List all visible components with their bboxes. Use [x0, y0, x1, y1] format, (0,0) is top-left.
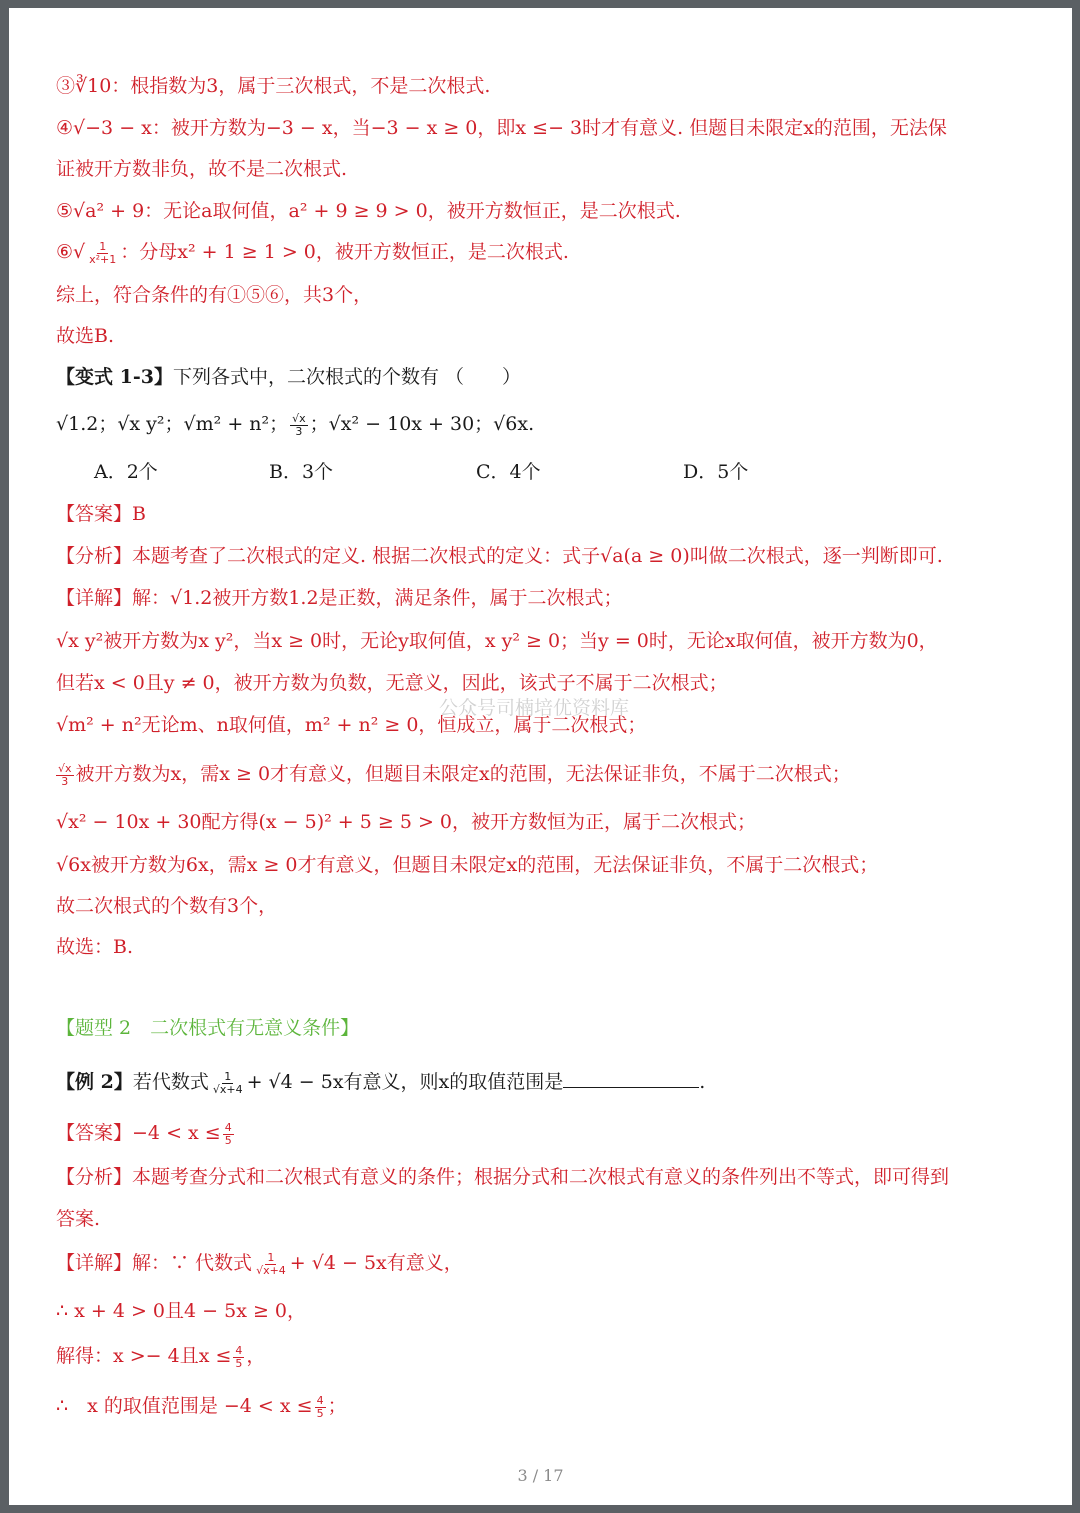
fraction: $\frac{4}{5}$ — [235, 1343, 243, 1370]
analysis-1: 【分析】本题考查了二次根式的定义. 根据二次根式的定义：式子√a(a ≥ 0)叫做二次根式，逐一判断即可. — [56, 545, 943, 567]
page-number: 3 / 17 — [517, 1466, 564, 1485]
solution-line-6: ⑥√ $\frac{1}{\text{x²+1}}$ ：分母x² + 1 ≥ 1 > 0，被开方数恒正，是二次根式. — [56, 239, 569, 266]
fraction: $\frac{1}{√x+4}$ — [212, 1069, 243, 1096]
watermark: 公众号司楠培优资料库 — [439, 697, 630, 719]
detail-2-line-2: ∴ x + 4 > 0且4 − 5x ≥ 0， — [56, 1300, 306, 1322]
analysis-2-line-1: 【分析】本题考查分式和二次根式有意义的条件；根据分式和二次根式有意义的条件列出不等式，即可得到 — [56, 1166, 950, 1188]
detail-1-line-6: √x² − 10x + 30配方得(x − 5)² + 5 ≥ 5 > 0，被开方数恒为正，属于二次根式； — [56, 811, 757, 833]
answer-1: 【答案】B — [56, 503, 146, 525]
fraction: $\frac{√x}{3}$ — [58, 761, 72, 788]
fraction: $\frac{√x}{3}$ — [292, 411, 306, 438]
answer-2: 【答案】−4 < x ≤ $\frac{4}{5}$ — [56, 1120, 232, 1147]
option-d: D．5个 — [683, 461, 749, 483]
detail-1-line-4: √m² + n²无论m、n取何值，m² + n² ≥ 0，恒成立，属于二次根式； — [56, 714, 647, 736]
fraction: $\frac{4}{5}$ — [316, 1393, 324, 1420]
detail-2-line-1: 【详解】解：∵ 代数式 $\frac{1}{√x+4}$ + √4 − 5x有意义， — [56, 1250, 463, 1277]
detail-2-line-4: ∴ x 的取值范围是 −4 < x ≤ $\frac{4}{5}$ ； — [56, 1393, 347, 1420]
section-title: 【题型 2 二次根式有无意义条件】 — [56, 1017, 360, 1039]
detail-1-line-5: $\frac{√x}{3}$ 被开方数为x，需x ≥ 0才有意义，但题目未限定x的范围，无法保证非负，不属于二次根式； — [58, 761, 851, 788]
detail-1-line-3: 但若x < 0且y ≠ 0，被开方数为负数，无意义，因此，该式子不属于二次根式； — [56, 672, 728, 694]
detail-1-line-8: 故二次根式的个数有3个， — [56, 895, 278, 917]
detail-1-line-2: √x y²被开方数为x y²，当x ≥ 0时，无论y取何值，x y² ≥ 0；当y = 0时，无论x取何值，被开方数为0， — [56, 630, 938, 652]
fraction: $\frac{4}{5}$ — [224, 1120, 232, 1147]
detail-1-line-7: √6x被开方数为6x，需x ≥ 0才有意义，但题目未限定x的范围，无法保证非负，不属于二次根式； — [56, 854, 879, 876]
detail-1-line-9: 故选：B. — [56, 936, 134, 958]
option-c: C．4个 — [476, 461, 541, 483]
detail-2-line-3: 解得：x >− 4且x ≤ $\frac{4}{5}$ ， — [56, 1343, 266, 1370]
fraction: $\frac{1}{\text{x²+1}}$ — [89, 239, 117, 266]
variant-question: 【变式 1-3】下列各式中，二次根式的个数有 （ ） — [56, 366, 521, 388]
variant-expressions: √1.2；√x y²；√m² + n²； $\frac{√x}{3}$ ；√x² − 10x + 30；√6x. — [56, 411, 535, 438]
fraction: $\frac{1}{√x+4}$ — [256, 1250, 286, 1277]
analysis-2-line-2: 答案. — [56, 1208, 101, 1230]
solution-line-5: ⑤√a² + 9：无论a取何值，a² + 9 ≥ 9 > 0，被开方数恒正，是二次根式. — [56, 200, 681, 222]
example-2: 【例 2】若代数式 $\frac{1}{√x+4}$ + √4 − 5x有意义，则x的取值范围是 . — [56, 1069, 706, 1096]
option-b: B．3个 — [269, 461, 334, 483]
variant-options — [94, 458, 1032, 486]
document-page — [9, 8, 1072, 1505]
solution-line-4-cont: 证被开方数非负，故不是二次根式. — [56, 158, 348, 180]
solution-summary: 综上，符合条件的有①⑤⑥，共3个， — [56, 284, 373, 306]
answer-blank — [563, 1069, 699, 1088]
solution-line-3: ③∛10：根指数为3，属于三次根式，不是二次根式. — [56, 75, 491, 97]
option-a: A．2个 — [94, 461, 158, 483]
solution-line-4: ④√−3 − x：被开方数为−3 − x，当−3 − x ≥ 0，即x ≤− 3时才有意义. 但题目未限定x的范围，无法保 — [56, 117, 947, 139]
detail-1-line-1: 【详解】解：√1.2被开方数1.2是正数，满足条件，属于二次根式； — [56, 587, 623, 609]
solution-choice: 故选B. — [56, 325, 115, 347]
